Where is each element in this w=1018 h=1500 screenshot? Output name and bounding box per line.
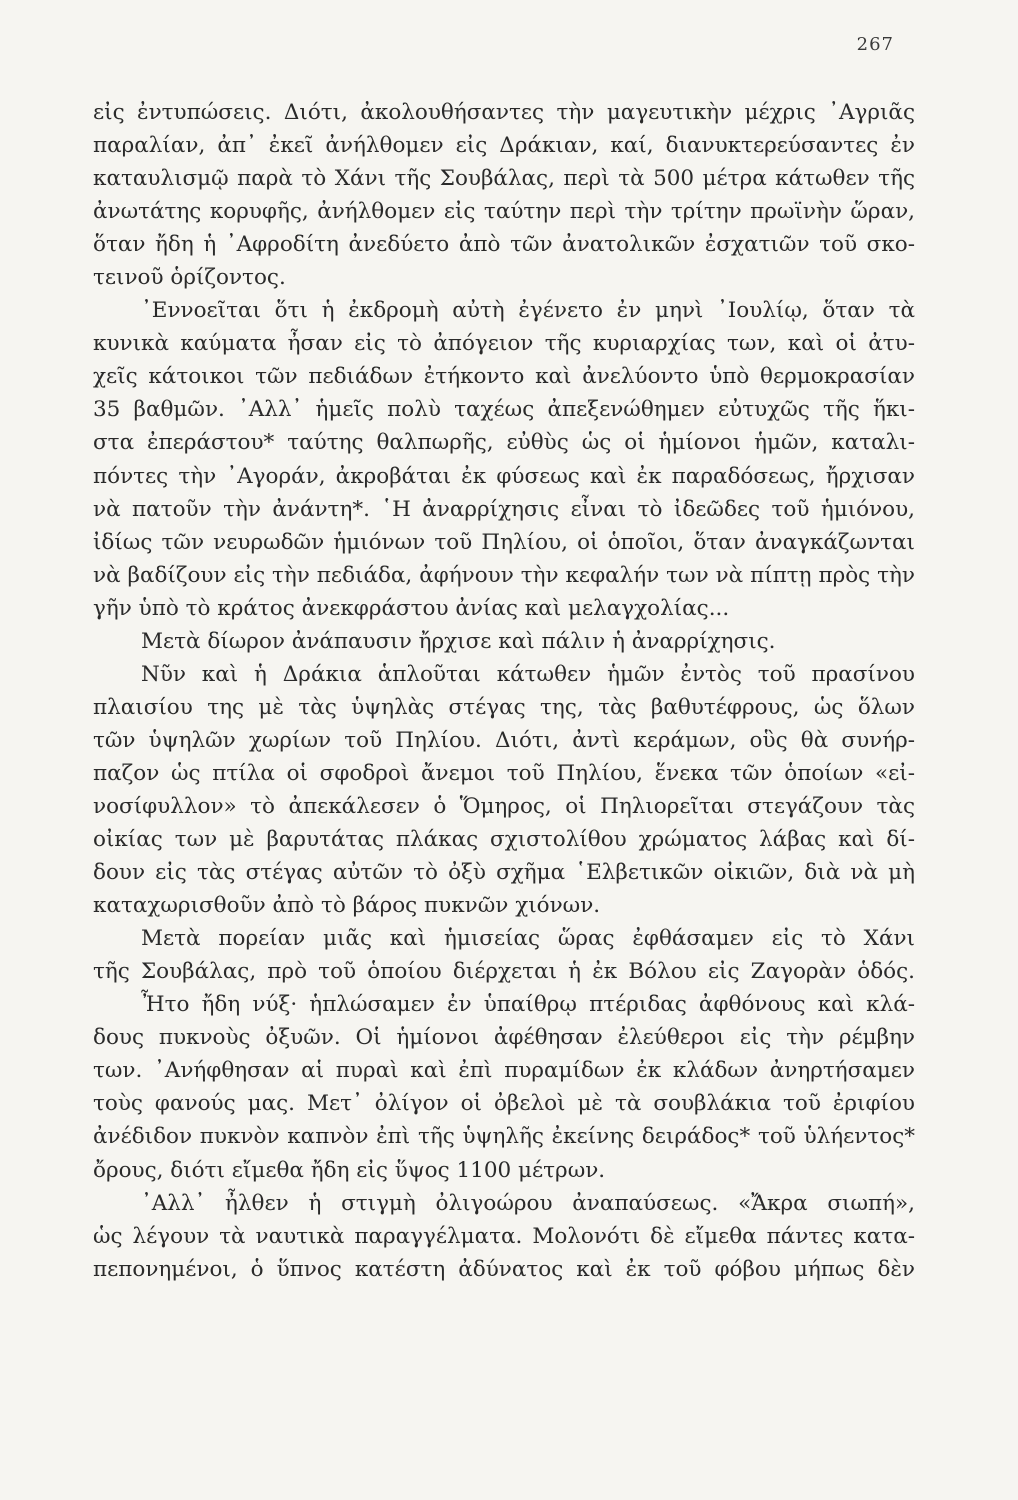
page-number: 267 <box>856 34 894 55</box>
text-line: Νῦν καὶ ἡ Δράκια ἁπλοῦται κάτωθεν ἡμῶν ἐντὸς τοῦ πρασίνου <box>141 661 915 687</box>
text-line: χεῖς κάτοικοι τῶν πεδιάδων ἐτήκοντο καὶ ἀνελύοντο ὑπὸ θερμοκρασίαν <box>93 364 915 390</box>
text-line: ἀνέδιδον πυκνὸν καπνὸν ἐπὶ τῆς ὑψηλῆς ἐκείνης δειράδος* τοῦ ὑλήεντος* <box>93 1124 915 1150</box>
text-line: ᾿Αλλ᾿ ἦλθεν ἡ στιγμὴ ὀλιγοώρου ἀναπαύσεως. «Ἄκρα σιωπή», <box>141 1190 915 1216</box>
text-line: Ἦτο ἤδη νύξ· ἡπλώσαμεν ἐν ὑπαίθρῳ πτέριδας ἀφθόνους καὶ κλά- <box>141 992 915 1018</box>
text-line: ὅταν ἤδη ἡ ᾿Αφροδίτη ἀνεδύετο ἀπὸ τῶν ἀνατολικῶν ἐσχατιῶν τοῦ σκο- <box>93 232 915 258</box>
text-line: καταχωρισθοῦν ἀπὸ τὸ βάρος πυκνῶν χιόνων. <box>93 893 601 919</box>
text-line: Μετὰ πορείαν μιᾶς καὶ ἡμισείας ὥρας ἐφθάσαμεν εἰς τὸ Χάνι <box>141 926 915 952</box>
text-line: ὄρους, διότι εἴμεθα ἤδη εἰς ὕψος 1100 μέτρων. <box>93 1157 606 1183</box>
text-line: στα ἐπεράστου* ταύτης θαλπωρῆς, εὐθὺς ὡς οἱ ἡμίονοι ἡμῶν, καταλι- <box>93 430 915 456</box>
text-line: των. ᾿Ανήφθησαν αἱ πυραὶ καὶ ἐπὶ πυραμίδων ἐκ κλάδων ἀνηρτήσαμεν <box>93 1058 915 1084</box>
text-line: εἰς ἐντυπώσεις. Διότι, ἀκολουθήσαντες τὴν μαγευτικὴν μέχρις ᾿Αγριᾶς <box>93 100 915 125</box>
text-line: τοὺς φανούς μας. Μετ᾿ ὀλίγον οἱ ὀβελοὶ μὲ τὰ σουβλάκια τοῦ ἐριφίου <box>93 1091 915 1117</box>
text-line: οἰκίας των μὲ βαρυτάτας πλάκας σχιστολίθου χρώματος λάβας καὶ δί- <box>93 827 915 853</box>
text-line: καταυλισμῷ παρὰ τὸ Χάνι τῆς Σουβάλας, περὶ τὰ 500 μέτρα κάτωθεν τῆς <box>93 166 915 192</box>
text-line: γῆν ὑπὸ τὸ κράτος ἀνεκφράστου ἀνίας καὶ μελαγχολίας... <box>93 595 730 621</box>
text-line: ἰδίως τῶν νευρωδῶν ἡμιόνων τοῦ Πηλίου, οἱ ὁποῖοι, ὅταν ἀναγκάζωνται <box>93 529 915 555</box>
text-line: 35 βαθμῶν. ᾿Αλλ᾿ ἡμεῖς πολὺ ταχέως ἀπεξενώθημεν εὐτυχῶς τῆς ἥκι- <box>93 397 915 423</box>
text-line: παραλίαν, ἀπ᾿ ἐκεῖ ἀνήλθομεν εἰς Δράκιαν, καί, διανυκτερεύσαντες ἐν <box>93 133 915 159</box>
text-line: ᾿Εννοεῖται ὅτι ἡ ἐκδρομὴ αὐτὴ ἐγένετο ἐν μηνὶ ᾿Ιουλίῳ, ὅταν τὰ <box>141 298 915 324</box>
body-text <box>93 96 915 1286</box>
text-line: ὡς λέγουν τὰ ναυτικὰ παραγγέλματα. Μολονότι δὲ εἴμεθα πάντες κατα- <box>93 1223 915 1249</box>
text-line: τῆς Σουβάλας, πρὸ τοῦ ὁποίου διέρχεται ἡ ἐκ Βόλου εἰς Ζαγορὰν ὁδός. <box>93 959 915 985</box>
text-line: πόντες τὴν ᾿Αγοράν, ἀκροβάται ἐκ φύσεως καὶ ἐκ παραδόσεως, ἤρχισαν <box>93 463 915 489</box>
text-line: δους πυκνοὺς ὀξυῶν. Οἱ ἡμίονοι ἀφέθησαν ἐλεύθεροι εἰς τὴν ρέμβην <box>93 1025 915 1051</box>
text-line: Μετὰ δίωρον ἀνάπαυσιν ἤρχισε καὶ πάλιν ἡ ἀναρρίχησις. <box>141 628 776 654</box>
text-line: τεινοῦ ὁρίζοντος. <box>93 265 286 291</box>
text-line: τῶν ὑψηλῶν χωρίων τοῦ Πηλίου. Διότι, ἀντὶ κεράμων, οὓς θὰ συνήρ- <box>93 727 915 753</box>
text-line: παζον ὡς πτίλα οἱ σφοδροὶ ἄνεμοι τοῦ Πηλίου, ἕνεκα τῶν ὁποίων «εἰ- <box>93 760 915 786</box>
text-line: πλαισίου της μὲ τὰς ὑψηλὰς στέγας της, τὰς βαθυτέφρους, ὡς ὅλων <box>93 694 915 720</box>
text-line: νοσίφυλλον» τὸ ἀπεκάλεσεν ὁ Ὅμηρος, οἱ Πηλιορεῖται στεγάζουν τὰς <box>93 793 915 819</box>
text-line: νὰ βαδίζουν εἰς τὴν πεδιάδα, ἀφήνουν τὴν κεφαλήν των νὰ πίπτῃ πρὸς τὴν <box>93 562 915 588</box>
text-line: νὰ πατοῦν τὴν ἀνάντη*. ῾Η ἀναρρίχησις εἶναι τὸ ἰδεῶδες τοῦ ἡμιόνου, <box>93 496 915 522</box>
text-line: πεπονημένοι, ὁ ὕπνος κατέστη ἀδύνατος καὶ ἐκ τοῦ φόβου μήπως δὲν <box>93 1256 915 1282</box>
text-line: ἀνωτάτης κορυφῆς, ἀνήλθομεν εἰς ταύτην περὶ τὴν τρίτην πρωϊνὴν ὥραν, <box>93 199 915 225</box>
text-line: δουν εἰς τὰς στέγας αὐτῶν τὸ ὀξὺ σχῆμα ῾Ελβετικῶν οἰκιῶν, διὰ νὰ μὴ <box>93 860 915 886</box>
text-line: κυνικὰ καύματα ἦσαν εἰς τὸ ἀπόγειον τῆς κυριαρχίας των, καὶ οἱ ἀτυ- <box>93 331 915 357</box>
